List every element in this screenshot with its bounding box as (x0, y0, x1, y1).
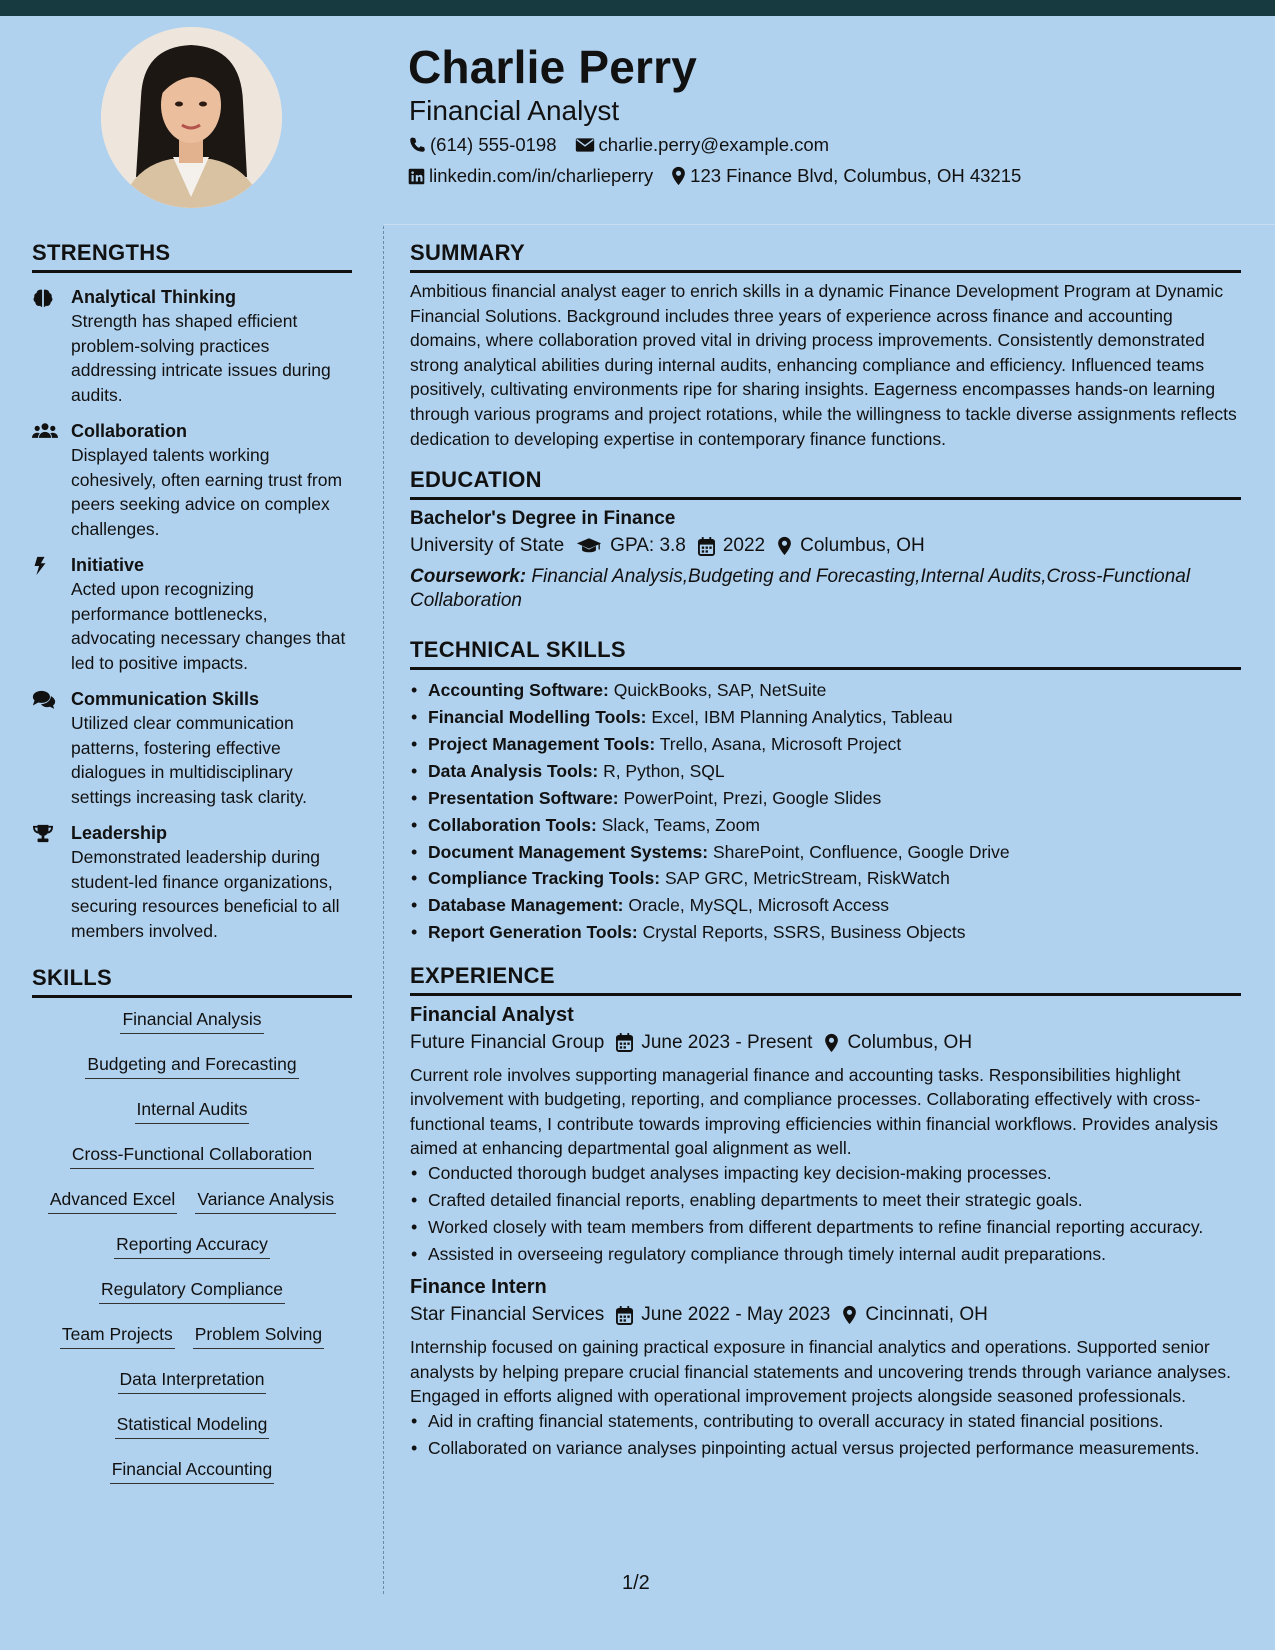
job-bullet: • Collaborated on variance analyses pinpointing actual versus projected performance measurements. (410, 1436, 1241, 1461)
company-item (410, 1032, 604, 1054)
education-meta (410, 535, 1241, 557)
strength-item (32, 553, 352, 675)
skill-tag: Advanced Excel (48, 1188, 178, 1214)
skill-tag: Data Interpretation (118, 1368, 267, 1394)
year-text: 2022 (722, 535, 766, 557)
technical-skill-value: R, Python, SQL (603, 760, 725, 781)
skills-list (32, 1008, 352, 1503)
brain-icon (32, 288, 54, 308)
technical-skill-label: Report Generation Tools: (428, 922, 638, 943)
calendar-icon (616, 1306, 633, 1325)
skill-tag: Variance Analysis (195, 1188, 336, 1214)
linkedin-item[interactable] (408, 165, 653, 187)
strength-title: Analytical Thinking (71, 287, 237, 307)
strength-item (32, 687, 352, 809)
company-item (410, 1304, 604, 1326)
skill-tag: Statistical Modeling (115, 1413, 270, 1439)
skill-tag: Financial Accounting (110, 1458, 275, 1484)
technical-skill-item (410, 786, 1241, 811)
job-bullet: • Worked closely with team members from different departments to refine financial reporting accuracy. (410, 1215, 1241, 1240)
phone-icon (408, 136, 426, 154)
linkedin-text[interactable]: linkedin.com/in/charlieperry (429, 165, 654, 186)
summary-section (410, 240, 1241, 451)
technical-skill-label: Collaboration Tools: (428, 814, 597, 835)
job-title: Financial Analyst (410, 1003, 574, 1026)
contact-row-2 (408, 165, 1039, 187)
job-meta (410, 1304, 1241, 1326)
map-marker-icon (777, 536, 792, 556)
job-location: Cincinnati, OH (865, 1304, 988, 1326)
linkedin-icon (408, 168, 425, 185)
skill-tag: Team Projects (60, 1323, 175, 1349)
profile-photo (101, 27, 282, 208)
job-entry (410, 1004, 1241, 1267)
technical-skill-label: Financial Modelling Tools: (428, 707, 647, 728)
skill-row (32, 1098, 352, 1143)
calendar-icon (698, 537, 715, 556)
skill-tag: Internal Audits (135, 1098, 250, 1124)
company-name: Future Financial Group (410, 1031, 605, 1053)
strength-title: Initiative (71, 555, 145, 575)
gpa-item (576, 535, 686, 557)
strength-desc: Acted upon recognizing performance bottlenecks, advocating necessary changes that led to positive impacts. (71, 579, 346, 673)
experience-heading: EXPERIENCE (410, 963, 1241, 996)
technical-skill-item (410, 813, 1241, 838)
skill-row (32, 1233, 352, 1278)
skill-row (32, 1458, 352, 1503)
map-marker-icon (671, 166, 686, 186)
technical-skill-item (410, 840, 1241, 865)
map-marker-icon (842, 1305, 857, 1325)
technical-skills-heading: TECHNICAL SKILLS (410, 637, 1241, 670)
coursework-label: Coursework: (410, 566, 527, 588)
skill-tag: Cross-Functional Collaboration (70, 1143, 314, 1169)
coursework (410, 565, 1241, 613)
phone-item (408, 134, 557, 156)
technical-skill-item (410, 893, 1241, 918)
technical-skill-item (410, 920, 1241, 945)
year-item (698, 535, 765, 557)
main-column (410, 240, 1241, 1470)
dates-item (616, 1304, 830, 1326)
job-dates: June 2022 - May 2023 (641, 1304, 831, 1326)
address-text: 123 Finance Blvd, Columbus, OH 43215 (690, 165, 1022, 186)
calendar-icon (616, 1033, 633, 1052)
summary-heading: SUMMARY (410, 240, 1241, 273)
skill-tag: Budgeting and Forecasting (85, 1053, 298, 1079)
comments-icon (32, 690, 56, 709)
strength-title: Communication Skills (71, 689, 260, 709)
gpa-text: GPA: 3.8 (610, 535, 686, 557)
technical-skill-label: Presentation Software: (428, 787, 619, 808)
technical-skill-value: PowerPoint, Prezi, Google Slides (623, 787, 882, 808)
skill-row (32, 1143, 352, 1188)
skill-tag: Financial Analysis (120, 1008, 263, 1034)
page-number: 1/2 (622, 1572, 650, 1594)
location-item (824, 1032, 972, 1054)
technical-skill-item (410, 678, 1241, 703)
skill-row (32, 1188, 352, 1233)
email-text[interactable]: charlie.perry@example.com (598, 134, 830, 155)
strength-item (32, 419, 352, 541)
coursework-text: Financial Analysis,Budgeting and Forecasting,Internal Audits,Cross-Functional Collaboration (410, 566, 1191, 612)
strength-item (32, 821, 352, 943)
job-title: Finance Intern (410, 1276, 547, 1299)
trophy-icon (32, 824, 54, 844)
job-dates: June 2023 - Present (641, 1031, 813, 1053)
candidate-title: Financial Analyst (409, 95, 620, 126)
job-description: Current role involves supporting managerial finance and accounting tasks. Responsibilities highlight involvement with budgeting, reporting, and compliance processes. Collaborating effectively with cross-functional teams, I contribute towards improving efficiencies within financial workflows. Provides analysis aimed at enhancing departmental goal alignment as well. (410, 1064, 1218, 1159)
sidebar (32, 240, 352, 1503)
technical-skill-value: Excel, IBM Planning Analytics, Tableau (651, 707, 953, 728)
strength-desc: Demonstrated leadership during student-led finance organizations, securing resources beneficial to all members involved. (71, 847, 340, 941)
strengths-heading: STRENGTHS (32, 240, 352, 273)
skill-row (32, 1008, 352, 1053)
technical-skill-label: Document Management Systems: (428, 841, 709, 862)
strength-title: Leadership (71, 823, 168, 843)
job-bullet: • Crafted detailed financial reports, enabling departments to meet their strategic goals. (410, 1188, 1241, 1213)
education-heading: EDUCATION (410, 467, 1241, 500)
education-section (410, 467, 1241, 613)
skills-heading: SKILLS (32, 965, 352, 998)
school-item (410, 535, 564, 557)
technical-skill-label: Project Management Tools: (428, 733, 656, 754)
strength-title: Collaboration (71, 421, 187, 441)
strength-desc: Strength has shaped efficient problem-solving practices addressing intricate issues during audits. (71, 311, 331, 405)
graduation-cap-icon (576, 537, 602, 555)
technical-skill-item (410, 866, 1241, 891)
technical-skill-value: QuickBooks, SAP, NetSuite (613, 680, 827, 701)
technical-skill-value: Oracle, MySQL, Microsoft Access (628, 895, 889, 916)
strength-item (32, 285, 352, 407)
degree: Bachelor's Degree in Finance (410, 508, 676, 530)
candidate-name: Charlie Perry (408, 41, 697, 93)
technical-skill-value: Crystal Reports, SSRS, Business Objects (642, 922, 966, 943)
skill-row (32, 1053, 352, 1098)
job-bullets (410, 1161, 1241, 1266)
skill-tag: Regulatory Compliance (99, 1278, 285, 1304)
technical-skill-label: Database Management: (428, 895, 624, 916)
jobs-list (410, 1004, 1241, 1461)
location-text: Columbus, OH (800, 535, 925, 557)
skill-tag: Problem Solving (193, 1323, 324, 1349)
job-bullet: • Assisted in overseeing regulatory compliance through timely internal audit preparations. (410, 1242, 1241, 1267)
technical-skill-value: Trello, Asana, Microsoft Project (659, 733, 902, 754)
job-bullet: • Conducted thorough budget analyses impacting key decision-making processes. (410, 1161, 1241, 1186)
job-description: Internship focused on gaining practical exposure in financial analytics and operations. Supported senior analysts by helping prepare crucial financial statements and uncovering trends through variance analyses. Engaged in efforts aligned with operational improvement projects alongside seasoned professionals. (410, 1337, 1232, 1407)
skill-row (32, 1278, 352, 1323)
technical-skill-item (410, 705, 1241, 730)
location-item (777, 535, 925, 557)
technical-skill-label: Accounting Software: (428, 680, 609, 701)
company-name: Star Financial Services (410, 1304, 605, 1326)
job-entry (410, 1276, 1241, 1460)
map-marker-icon (824, 1033, 839, 1053)
top-bar (0, 0, 1275, 16)
technical-skill-value: SharePoint, Confluence, Google Drive (712, 841, 1010, 862)
dates-item (616, 1032, 812, 1054)
technical-skill-label: Compliance Tracking Tools: (428, 868, 661, 889)
header-rule (384, 224, 1275, 225)
users-icon (32, 422, 58, 440)
email-item[interactable] (575, 134, 830, 156)
column-divider (383, 226, 384, 1594)
job-meta (410, 1032, 1241, 1054)
job-bullet: • Aid in crafting financial statements, contributing to overall accuracy in stated financial positions. (410, 1409, 1241, 1434)
summary-text: Ambitious financial analyst eager to enrich skills in a dynamic Finance Development Program at Dynamic Financial Solutions. Background includes three years of experience across finance and accounting domains, where collaboration proved vital in driving process improvements. Consistently demonstrated strong analytical abilities during internal audits, enhancing compliance and efficiency. Influenced teams positively, cultivating environments ripe for sharing insights. Eagerness encompasses hands-on learning through various programs and project rotations, while the willingness to tackle diverse assignments reflects dedication to developing expertise in contemporary finance functions. (410, 281, 1237, 449)
job-bullets (410, 1409, 1241, 1460)
address-item (671, 165, 1021, 187)
skill-row (32, 1368, 352, 1413)
skill-row (32, 1323, 352, 1368)
strength-desc: Displayed talents working cohesively, often earning trust from peers seeking advice on complex challenges. (71, 445, 343, 539)
technical-skill-value: Slack, Teams, Zoom (601, 814, 760, 835)
school-name: University of State (410, 535, 565, 557)
location-item (842, 1304, 988, 1326)
strength-desc: Utilized clear communication patterns, fostering effective dialogues in multidisciplinary settings increasing task clarity. (71, 713, 308, 807)
envelope-icon (575, 137, 595, 153)
phone-text: (614) 555-0198 (430, 134, 557, 155)
technical-skill-item (410, 759, 1241, 784)
skill-row (32, 1413, 352, 1458)
skill-tag: Reporting Accuracy (114, 1233, 270, 1259)
technical-skill-item (410, 732, 1241, 757)
experience-section (410, 963, 1241, 1461)
contact-row-1 (408, 134, 847, 156)
technical-skill-value: SAP GRC, MetricStream, RiskWatch (664, 868, 950, 889)
technical-skills-list (410, 678, 1241, 945)
technical-skill-label: Data Analysis Tools: (428, 760, 599, 781)
job-location: Columbus, OH (847, 1031, 973, 1053)
bolt-icon (32, 556, 48, 576)
technical-skills-section (410, 637, 1241, 945)
